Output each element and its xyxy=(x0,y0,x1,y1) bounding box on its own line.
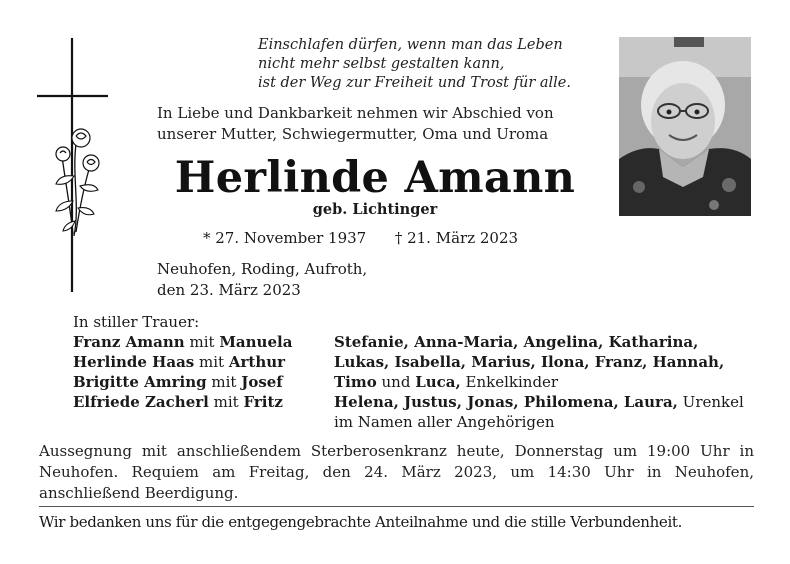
thanks-text: Wir bedanken uns für die entgegengebrachte Anteilnahme und die stille Verbundenheit. xyxy=(39,513,682,531)
mourner-couple: Elfriede Zacherl mit Fritz xyxy=(73,393,283,411)
place-line: Neuhofen, Roding, Aufroth, xyxy=(157,260,368,278)
death-date: † 21. März 2023 xyxy=(394,229,519,247)
mourners-children xyxy=(73,332,292,412)
mourners-heading: In stiller Trauer: xyxy=(73,313,200,331)
poem-line: nicht mehr selbst gestalten kann, xyxy=(258,56,505,72)
great-grandchildren-line: Helena, Justus, Jonas, Philomena, Laura, Urenkel xyxy=(334,393,744,411)
cross-with-roses-icon xyxy=(36,36,116,296)
date-line: den 23. März 2023 xyxy=(157,281,301,299)
divider xyxy=(39,506,754,507)
grandchildren-line: Lukas, Isabella, Marius, Ilona, Franz, Hannah, xyxy=(334,353,725,371)
intro-text xyxy=(157,103,554,145)
poem-line: ist der Weg zur Freiheit und Trost für alle. xyxy=(258,75,571,91)
life-dates xyxy=(203,228,518,248)
intro-line: unserer Mutter, Schwiegermutter, Oma und Uroma xyxy=(157,125,549,143)
poem-line: Einschlafen dürfen, wenn man das Leben xyxy=(258,37,563,53)
portrait-photo xyxy=(619,37,751,216)
mourner-couple: Franz Amann mit Manuela xyxy=(73,333,293,351)
deceased-name: Herlinde Amann xyxy=(174,153,576,203)
intro-line: In Liebe und Dankbarkeit nehmen wir Abschied von xyxy=(157,104,554,122)
grandchildren-line: Timo und Luca, Enkelkinder xyxy=(334,373,559,391)
maiden-name: geb. Lichtinger xyxy=(312,201,438,218)
mourners-grandchildren xyxy=(334,332,754,432)
service-info: Aussegnung mit anschließendem Sterberosenkranz heute, Donnerstag um 19:00 Uhr in Neuhofen. Requiem am Freitag, den 24. März 2023, um 14:30 Uhr in Neuhofen, anschließend Beerdigung. xyxy=(39,442,754,502)
poem xyxy=(258,36,598,93)
mourner-couple: Brigitte Amring mit Josef xyxy=(73,373,283,391)
grandchildren-line: Stefanie, Anna-Maria, Angelina, Katharina, xyxy=(334,333,699,351)
mourner-couple: Herlinde Haas mit Arthur xyxy=(73,353,286,371)
place-date xyxy=(157,259,367,301)
birth-date: * 27. November 1937 xyxy=(203,229,367,247)
others-line: im Namen aller Angehörigen xyxy=(334,413,555,431)
